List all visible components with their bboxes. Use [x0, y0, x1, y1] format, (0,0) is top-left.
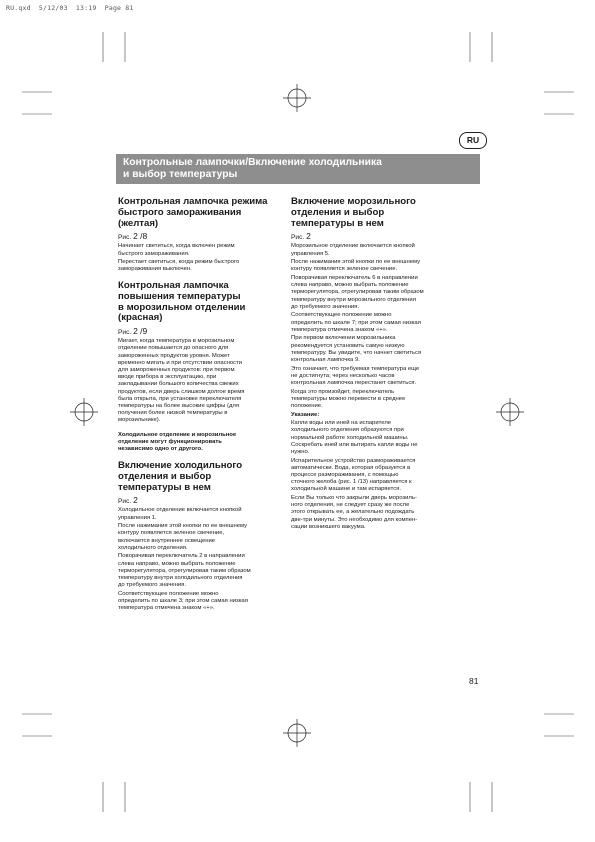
paragraph: После нажимания этой кнопки по ее внешнему контуру появляется зеленое свечение. — [291, 259, 421, 273]
paragraph: Когда это произойдет, переключатель температуры можно перевести в среднее положение. — [291, 388, 406, 409]
right-column — [291, 197, 469, 532]
banner-line-2: и выбор температуры — [123, 169, 238, 180]
heading-freezer-switch-on: Включение морозильного отделения и выбор температуры в нем — [291, 196, 416, 229]
paragraph: Морозильное отделение включается кнопкой управления 5. — [291, 243, 415, 257]
language-badge: RU — [459, 132, 487, 149]
figure-ref: Рис. 2 — [291, 231, 311, 242]
paragraph: Испарительное устройство размораживается автоматически. Вода, которая образуется в процессе размораживания, с помощью сточного желоба (рис. 1 /13) направляется к холодильной машине и там испаряется. — [291, 457, 416, 493]
paragraph: Перестает светиться, когда режим быстрого замораживания выключен. — [118, 259, 240, 273]
heading-fridge-switch-on: Включение холодильного отделения и выбор температуры в нем — [118, 460, 243, 493]
figure-ref: Рис. 2 /8 — [118, 231, 148, 242]
paragraph: При первом включении морозильника рекомендуется установить самую низкую температуру. Вы увидите, что начнет светиться контрольная лампочка 9. — [291, 335, 422, 363]
paragraph: Капли воды или иней на испарителе холодильного отделения образуются при нормальной работе холодильной машины. Соскребать иней или вытирать капли воды не нужно. — [291, 420, 418, 455]
registration-mark-left — [70, 398, 98, 426]
heading-temperature-warning-lamp: Контрольная лампочка повышения температуры в морозильном отделении (красная) — [118, 279, 246, 324]
notice-heading: Указание: — [291, 411, 320, 418]
left-column — [118, 197, 296, 614]
banner-line-1: Контрольные лампочки/Включение холодильника — [123, 157, 382, 168]
paragraph: Если Вы только что закрыли дверь морозиль- ного отделения, не следует сразу же после этого открывать ее, а желательно подождать две-три минуты. Это необходимо для компен- сации возникшего вакуума. — [291, 495, 418, 530]
page-number: 81 — [469, 676, 479, 686]
registration-mark-bottom — [283, 719, 311, 747]
print-slug: RU.qxd 5/12/03 13:19 Page 81 — [6, 4, 134, 12]
note-independent-operation: Холодильное отделение и морозильное отделение могут функционировать независимо одно от другого. — [118, 432, 237, 453]
paragraph: Мигает, когда температура в морозильном отделении повышается до опасного для замороженных продуктов уровня. Может временно мигать и при отсутствии опасности для замороженных продуктов: при первом вводе прибора в эксплуатацию, при закладывании большого количества свежих продуктов, если дверь слишком долгое время была открыта, при установке переключателя температуры на более высокие цифры (для получения более низкой температуры в морозильнике). — [118, 338, 245, 424]
heading-quick-freeze-lamp: Контрольная лампочка режима быстрого замораживания (желтая) — [118, 196, 268, 229]
section-banner — [116, 154, 480, 184]
registration-mark-right — [496, 398, 524, 426]
paragraph: Поворачивая переключатель 6 в направлении слева направо, можно выбрать положение терморегулятора, отрегулировав таким образом температуру внутри морозильного отделения до требуемого значения. — [291, 274, 424, 310]
paragraph: Начинает светиться, когда включен режим быстрого замораживания. — [118, 243, 235, 257]
paragraph: Холодильное отделение включается кнопкой управления 1. — [118, 507, 242, 521]
paragraph: Это означает, что требуемая температура еще не достигнута; через несколько часов контрольная лампочка перестанет светиться. — [291, 365, 420, 386]
paragraph: После нажимания этой кнопки по ее внешнему контуру появляется зеленое свечение, включается внутреннее освещение холодильного отделения. — [118, 523, 248, 551]
paragraph: Поворачивая переключатель 2 в направлении слева направо, можно выбрать положение терморегулятора, отрегулировав таким образом температуру внутри холодильного отделения до требуемого значения. — [118, 553, 251, 589]
registration-mark-top — [283, 84, 311, 112]
figure-ref: Рис. 2 — [118, 495, 138, 506]
paragraph: Соответствующее положение можно определить по шкале 7; при этом самая низкая температура отмечена знаком «+». — [291, 312, 421, 333]
figure-ref: Рис. 2 /9 — [118, 326, 148, 337]
paragraph: Соответствующее положение можно определить по шкале 3; при этом самая низкая температура отмечена знаком «+». — [118, 590, 248, 612]
